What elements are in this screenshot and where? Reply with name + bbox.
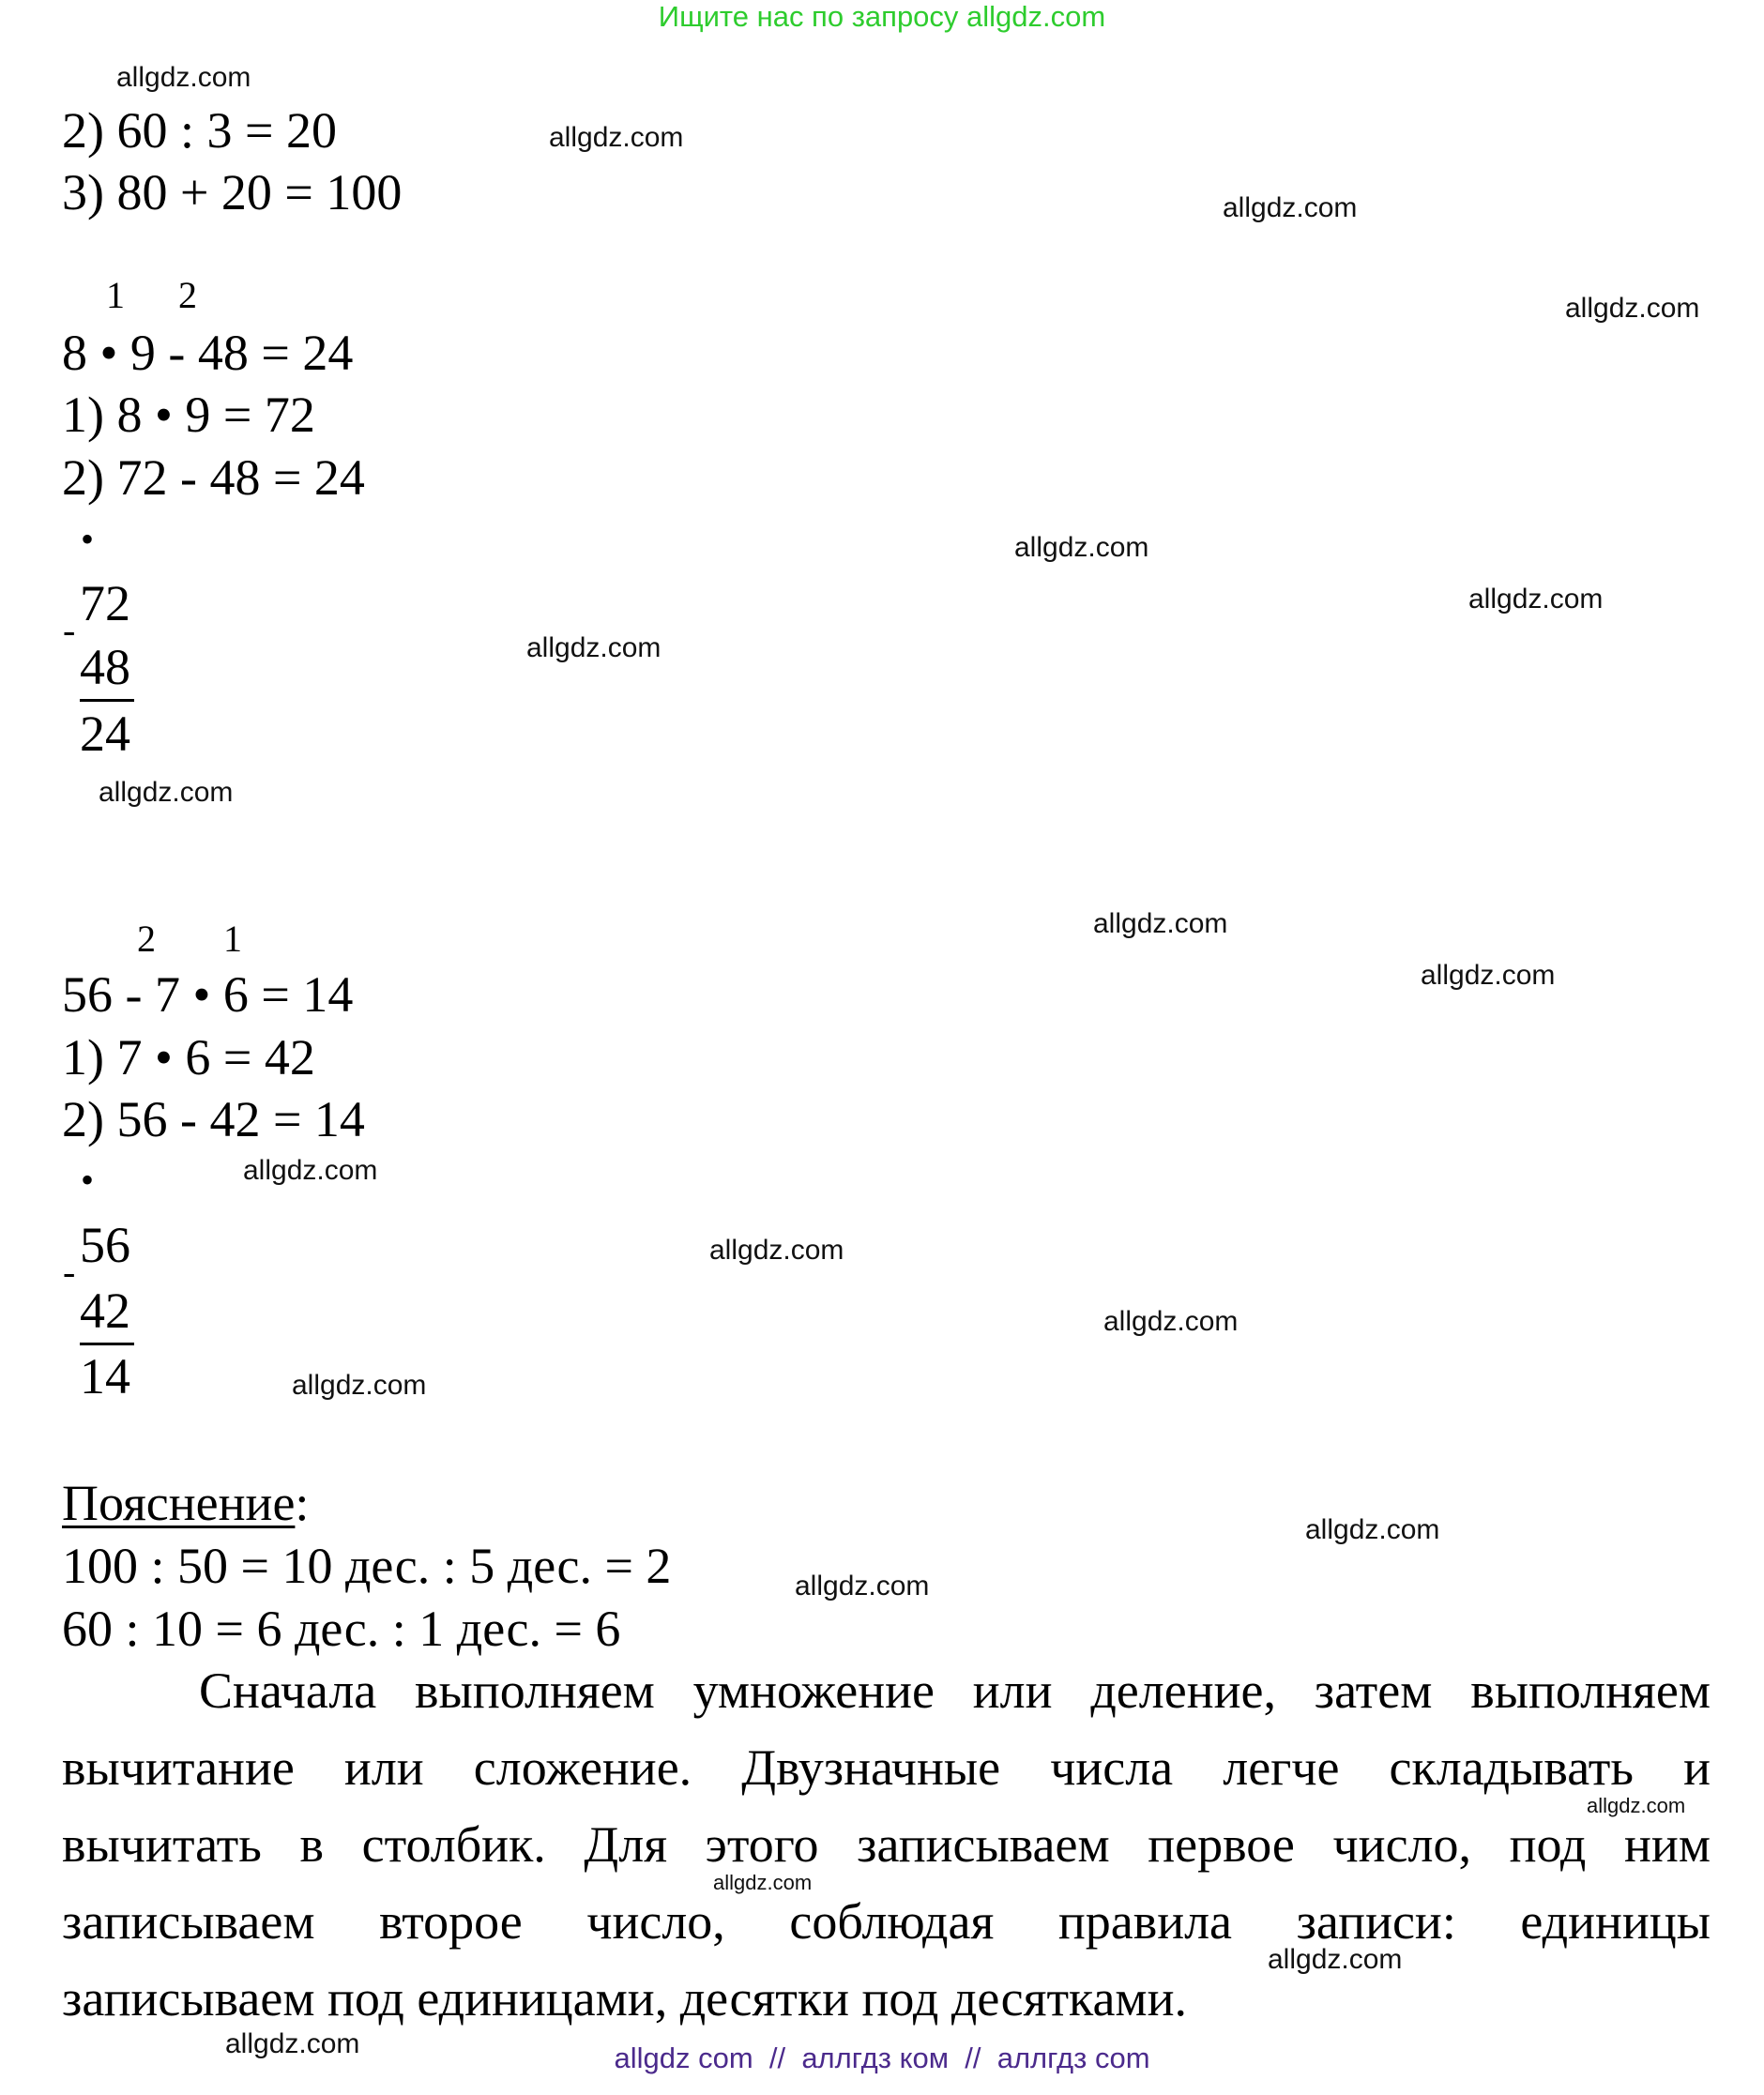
footer-banner: allgdz com // аллгдз ком // аллгдз com bbox=[614, 2042, 1150, 2074]
watermark: allgdz.com bbox=[1305, 1514, 1440, 1545]
explanation-line: 60 : 10 = 6 дес. : 1 дес. = 6 bbox=[62, 1601, 621, 1657]
watermark: allgdz.com bbox=[709, 1235, 844, 1266]
heading-colon: : bbox=[295, 1475, 310, 1531]
watermark: allgdz.com bbox=[1014, 532, 1149, 563]
watermark: allgdz.com bbox=[1587, 1794, 1686, 1817]
step-line: 2) 72 - 48 = 24 bbox=[62, 449, 365, 506]
watermark: allgdz.com bbox=[549, 122, 684, 153]
column-rule bbox=[80, 699, 134, 702]
watermark: allgdz.com bbox=[713, 1871, 813, 1894]
watermark: allgdz.com bbox=[243, 1155, 378, 1186]
watermark: allgdz.com bbox=[1565, 293, 1700, 324]
step-line: 1) 7 • 6 = 42 bbox=[62, 1029, 315, 1085]
watermark: allgdz.com bbox=[1223, 192, 1358, 223]
order-mark: 2 bbox=[137, 918, 156, 960]
column-dot: • bbox=[81, 1159, 95, 1201]
order-mark: 1 bbox=[106, 274, 125, 316]
column-result: 24 bbox=[80, 706, 130, 762]
step-line: 2) 60 : 3 = 20 bbox=[62, 102, 337, 159]
explanation-line: 100 : 50 = 10 дес. : 5 дес. = 2 bbox=[62, 1538, 672, 1594]
search-banner: Ищите нас по запросу allgdz.com bbox=[658, 0, 1106, 33]
column-dot: • bbox=[81, 518, 95, 560]
order-mark: 2 bbox=[178, 274, 197, 316]
paragraph-line: Сначала выполняем умножение или деление, затем выполняем bbox=[199, 1662, 1711, 1719]
watermark: allgdz.com bbox=[1103, 1306, 1239, 1337]
watermark: allgdz.com bbox=[116, 62, 251, 93]
watermark: allgdz.com bbox=[526, 632, 662, 663]
column-minus: - bbox=[63, 1251, 76, 1293]
watermark: allgdz.com bbox=[225, 2028, 360, 2059]
column-bottom: 42 bbox=[80, 1283, 130, 1339]
watermark: allgdz.com bbox=[795, 1571, 930, 1602]
column-bottom: 48 bbox=[80, 639, 130, 695]
order-mark: 1 bbox=[223, 918, 242, 960]
column-top: 56 bbox=[80, 1217, 130, 1273]
column-top: 72 bbox=[80, 575, 130, 631]
watermark: allgdz.com bbox=[1468, 584, 1604, 615]
expression: 8 • 9 - 48 = 24 bbox=[62, 325, 354, 381]
watermark: allgdz.com bbox=[1268, 1944, 1403, 1975]
step-line: 1) 8 • 9 = 72 bbox=[62, 387, 315, 443]
watermark: allgdz.com bbox=[99, 777, 234, 808]
watermark: allgdz.com bbox=[292, 1370, 427, 1401]
paragraph-line: записываем второе число, соблюдая правила записи: единицы bbox=[62, 1893, 1711, 1950]
watermark: allgdz.com bbox=[1421, 960, 1556, 991]
step-line: 3) 80 + 20 = 100 bbox=[62, 164, 403, 220]
watermark: allgdz.com bbox=[1093, 908, 1228, 939]
paragraph-line: вычитать в столбик. Для этого записываем первое число, под ним bbox=[62, 1816, 1711, 1873]
column-result: 14 bbox=[80, 1348, 130, 1404]
expression: 56 - 7 • 6 = 14 bbox=[62, 966, 354, 1023]
column-minus: - bbox=[63, 609, 76, 651]
step-line: 2) 56 - 42 = 14 bbox=[62, 1091, 365, 1147]
paragraph-line: записываем под единицами, десятки под десятками. bbox=[62, 1970, 1187, 2027]
paragraph-line: вычитание или сложение. Двузначные числа легче складывать и bbox=[62, 1739, 1711, 1796]
explanation-heading-text: Пояснение bbox=[62, 1475, 296, 1531]
explanation-heading bbox=[62, 1472, 309, 1534]
